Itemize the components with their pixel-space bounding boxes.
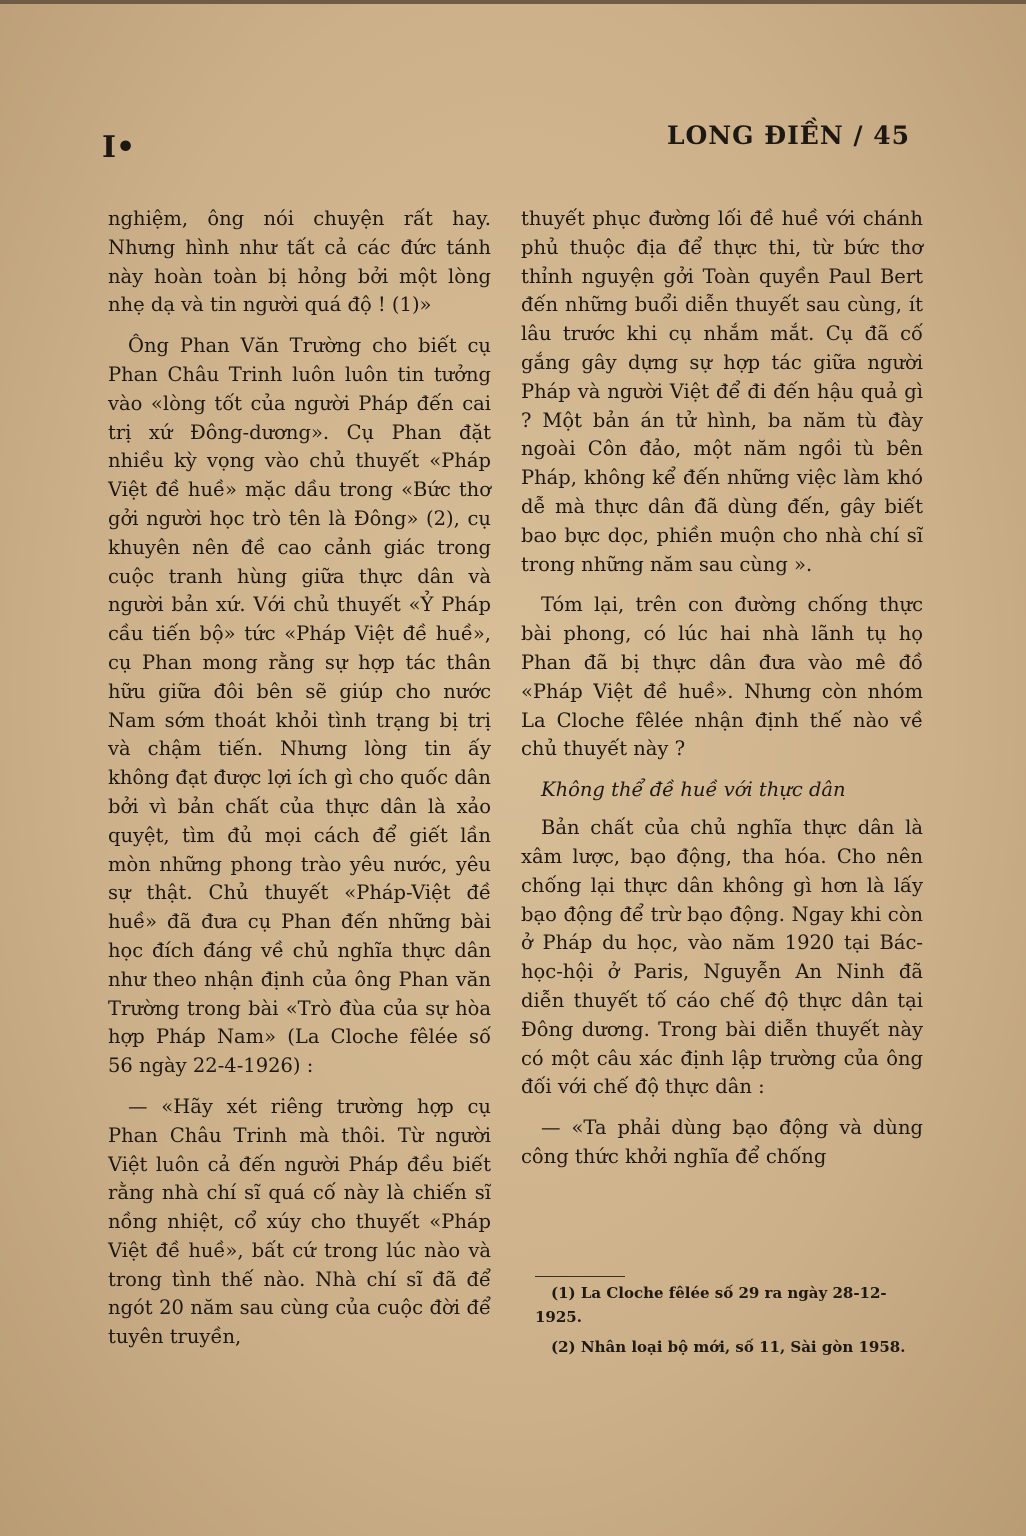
running-title: LONG ĐIỀN / 45 (666, 121, 910, 150)
paragraph: Tóm lại, trên con đường chống thực bài phong, có lúc hai nhà lãnh tụ họ Phan đã bị thực dân đưa vào mê đồ «Pháp Việt đề huề». Nhưng còn nhóm La Cloche fêlée nhận định thế nào về chủ thuyết này ? (521, 593, 923, 761)
left-column (108, 205, 491, 1352)
page-mark: I• (102, 130, 136, 165)
quote-paragraph: — «Hãy xét riêng trường hợp cụ Phan Châu Trinh mà thôi. Từ người Việt luôn cả đến người Pháp đều biết rằng nhà chí sĩ quá cố này là chiến sĩ nồng nhiệt, cổ xúy cho thuyết «Pháp Việt đề huề», bất cứ trong lúc nào và trong tình thế nào. Nhà chí sĩ đã để ngót 20 năm sau cùng của cuộc đời để tuyên truyền, (108, 1094, 491, 1349)
section-heading: Không thể đề huề với thực dân (541, 778, 846, 802)
footnote: (1) La Cloche fêlée số 29 ra ngày 28-12-1925. (535, 1284, 887, 1326)
paragraph: Ông Phan Văn Trường cho biết cụ Phan Châu Trinh luôn luôn tin tưởng vào «lòng tốt của người Pháp đến cai trị xứ Đông-dương». Cụ Phan đặt nhiều kỳ vọng vào chủ thuyết «Pháp Việt đề huề» mặc dầu trong «Bức thơ gởi người học trò tên là Đông» (2), cụ khuyên nên đề cao cảnh giác trong cuộc tranh hùng giữa thực dân và người bản xứ. Với chủ thuyết «Ỷ Pháp cầu tiến bộ» tức «Pháp Việt đề huề», cụ Phan mong rằng sự hợp tác thân hữu giữa đôi bên sẽ giúp cho nước Nam sớm thoát khỏi tình trạng bị trị và chậm tiến. Nhưng lòng tin ấy không đạt được lợi ích gì cho quốc dân bởi vì bản chất của thực dân là xảo quyệt, tìm đủ mọi cách để giết lần mòn những phong trào yêu nước, yêu sự thật. Chủ thuyết «Pháp-Việt đề huề» đã đưa cụ Phan đến những bài học đích đáng về chủ nghĩa thực dân như theo nhận định của ông Phan văn Trường trong bài «Trò đùa của sự hòa hợp Pháp Nam» (La Cloche fêlée số 56 ngày 22-4-1926) : (108, 334, 491, 1078)
footnote-rule (535, 1276, 625, 1277)
paragraph: nghiệm, ông nói chuyện rất hay. Nhưng hình như tất cả các đức tánh này hoàn toàn bị hỏng bởi một lòng nhẹ dạ và tin người quá độ ! (1)» (108, 207, 491, 317)
page-top-edge (0, 0, 1026, 4)
paragraph: thuyết phục đường lối đề huề với chánh phủ thuộc địa để thực thi, từ bức thơ thỉnh nguyện gởi Toàn quyền Paul Bert đến những buổi diễn thuyết sau cùng, ít lâu trước khi cụ nhắm mắt. Cụ đã cố gắng gây dựng sự hợp tác giữa người Pháp và người Việt để đi đến hậu quả gì ? Một bản án tử hình, ba năm tù đày ngoài Côn đảo, một năm ngồi tù bên Pháp, không kể đến những việc làm khó dễ mà thực dân đã dùng đến, gây biết bao bực dọc, phiền muộn cho nhà chí sĩ trong những năm sau cùng ». (521, 207, 923, 576)
quote-paragraph: — «Ta phải dùng bạo động và dùng công thức khởi nghĩa để chống (521, 1116, 923, 1168)
paragraph: Bản chất của chủ nghĩa thực dân là xâm lược, bạo động, tha hóa. Cho nên chống lại thực dân không gì hơn là lấy bạo động để trừ bạo động. Ngay khi còn ở Pháp du học, vào năm 1920 tại Bác-học-hội ở Paris, Nguyễn An Ninh đã diễn thuyết tố cáo chế độ thực dân tại Đông dương. Trong bài diễn thuyết này có một câu xác định lập trường của ông đối với chế độ thực dân : (521, 816, 923, 1099)
footnotes (535, 1276, 923, 1365)
right-column (521, 205, 923, 1172)
footnote: (2) Nhân loại bộ mới, số 11, Sài gòn 1958. (551, 1338, 906, 1356)
